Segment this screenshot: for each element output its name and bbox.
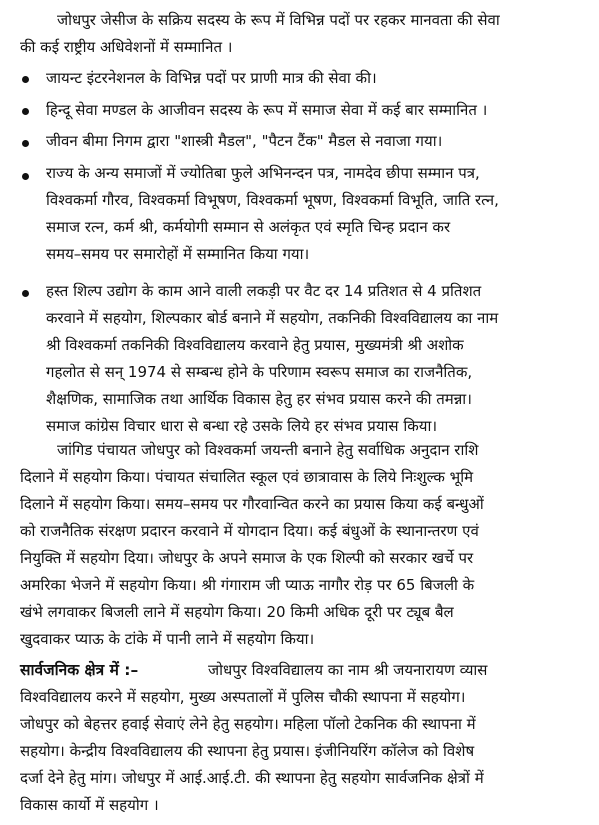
bullet-icon — [22, 76, 29, 83]
bullet-line: हिन्दू सेवा मण्डल के आजीवन सदस्य के रूप में समाज सेवा में कई बार सम्मानित । — [46, 101, 488, 119]
section-line: जोधपुर को बेहत्तर हवाई सेवाएं लेने हेतु सहयोग। महिला पॉलो टेकनिक की स्थापना में — [20, 715, 476, 733]
bullet-icon — [22, 140, 29, 147]
section-line: सहयोग। केन्द्रीय विश्वविद्यालय की स्थापना हेतु प्रयास। इंजीनियरिंग कॉलेज को विशेष — [20, 742, 475, 760]
bullet-line: विश्वकर्मा गौरव, विश्वकर्मा विभूषण, विश्वकर्मा भूषण, विश्वकर्मा विभूति, जाति रत्न, — [46, 191, 499, 209]
bullet-line: जीवन बीमा निगम द्वारा "शास्त्री मैडल", "पैटन टैंक" मैडल से नवाजा गया। — [46, 132, 443, 150]
bullet-line: राज्य के अन्य समाजों में ज्योतिबा फुले अभिनन्दन पत्र, नामदेव छीपा सम्मान पत्र, — [46, 164, 480, 182]
bullet-line: गहलोत से सन् 1974 से सम्बन्ध होने के परिणाम स्वरूप समाज का राजनैतिक, — [46, 363, 473, 381]
bullet-line: हस्त शिल्प उद्योग के काम आने वाली लकड़ी पर वैट दर 14 प्रतिशत से 4 प्रतिशत — [46, 282, 482, 300]
section-heading: सार्वजनिक क्षेत्र में :– — [20, 661, 139, 679]
bullet-icon — [22, 108, 29, 115]
paragraph-line: खंभे लगवाकर बिजली लाने में सहयोग किया। 20 किमी अधिक दूरी पर ट्यूब बैल — [20, 603, 454, 621]
section-line: दर्जा देने हेतु मांग। जोधपुर में आई.आई.टी. की स्थापना हेतु सहयोग सार्वजनिक क्षेत्रों में — [20, 769, 484, 787]
bullet-icon — [22, 173, 29, 180]
paragraph-line: दिलाने में सहयोग किया। पंचायत संचालित स्कूल एवं छात्रावास के लिये निःशुल्क भूमि — [20, 468, 474, 486]
section-line: विकास कार्यो में सहयोग । — [20, 796, 159, 814]
bullet-line: समाज कांग्रेस विचार धारा से बन्धा रहे उसके लिये हर संभव प्रयास किया। — [46, 417, 438, 435]
paragraph-line: दिलाने में सहयोग किया। समय–समय पर गौरवान्वित करने का प्रयास किया कई बन्धुओं — [20, 495, 484, 513]
intro-line: की कई राष्ट्रीय अधिवेशनों में सम्मानित । — [20, 38, 233, 56]
section-line: विश्वविद्यालय करने में सहयोग, मुख्य अस्पतालों में पुलिस चौकी स्थापना में सहयोग। — [20, 688, 466, 706]
bullet-line: श्री विश्वकर्मा तकनिकी विश्वविद्यालय करवाने हेतु प्रयास, मुख्यमंत्री श्री अशोक — [46, 336, 464, 354]
bullet-line: समाज रत्न, कर्म श्री, कर्मयोगी सम्मान से अलंकृत एवं स्मृति चिन्ह प्रदान कर — [46, 218, 451, 236]
bullet-icon — [22, 290, 29, 297]
paragraph-line: को राजनैतिक संरक्षण प्रदारन करवाने में योगदान दिया। कई बंधुओं के स्थानान्तरण एवं — [20, 522, 479, 540]
bullet-line: करवाने में सहयोग, शिल्पकार बोर्ड बनाने में सहयोग, तकनिकी विश्वविद्यालय का नाम — [46, 309, 499, 327]
paragraph-line: नियुक्ति में सहयोग दिया। जोधपुर के अपने समाज के एक शिल्पी को सरकार खर्चे पर — [20, 549, 474, 567]
bullet-line: जायन्ट इंटरनेशनल के विभिन्न पदों पर प्राणी मात्र की सेवा की। — [46, 69, 377, 87]
bullet-line: शैक्षणिक, सामाजिक तथा आर्थिक विकास हेतु हर संभव प्रयास करने की तमन्ना। — [46, 390, 472, 408]
paragraph-line: खुदवाकर प्याऊ के टांके में पानी लाने में सहयोग किया। — [20, 630, 315, 648]
paragraph-line: अमरिका भेजने में सहयोग किया। श्री गंगाराम जी प्याऊ नागौर रोड़ पर 65 बिजली के — [20, 576, 475, 594]
section-line: जोधपुर विश्वविद्यालय का नाम श्री जयनारायण व्यास — [208, 661, 488, 679]
intro-line: जोधपुर जेसीज के सक्रिय सदस्य के रूप में विभिन्न पदों पर रहकर मानवता की सेवा — [57, 11, 500, 29]
paragraph-line: जांगिड पंचायत जोधपुर को विश्वकर्मा जयन्ती बनाने हेतु सर्वाधिक अनुदान राशि — [57, 441, 479, 459]
bullet-line: समय–समय पर समारोहों में सम्मानित किया गया। — [46, 245, 310, 263]
